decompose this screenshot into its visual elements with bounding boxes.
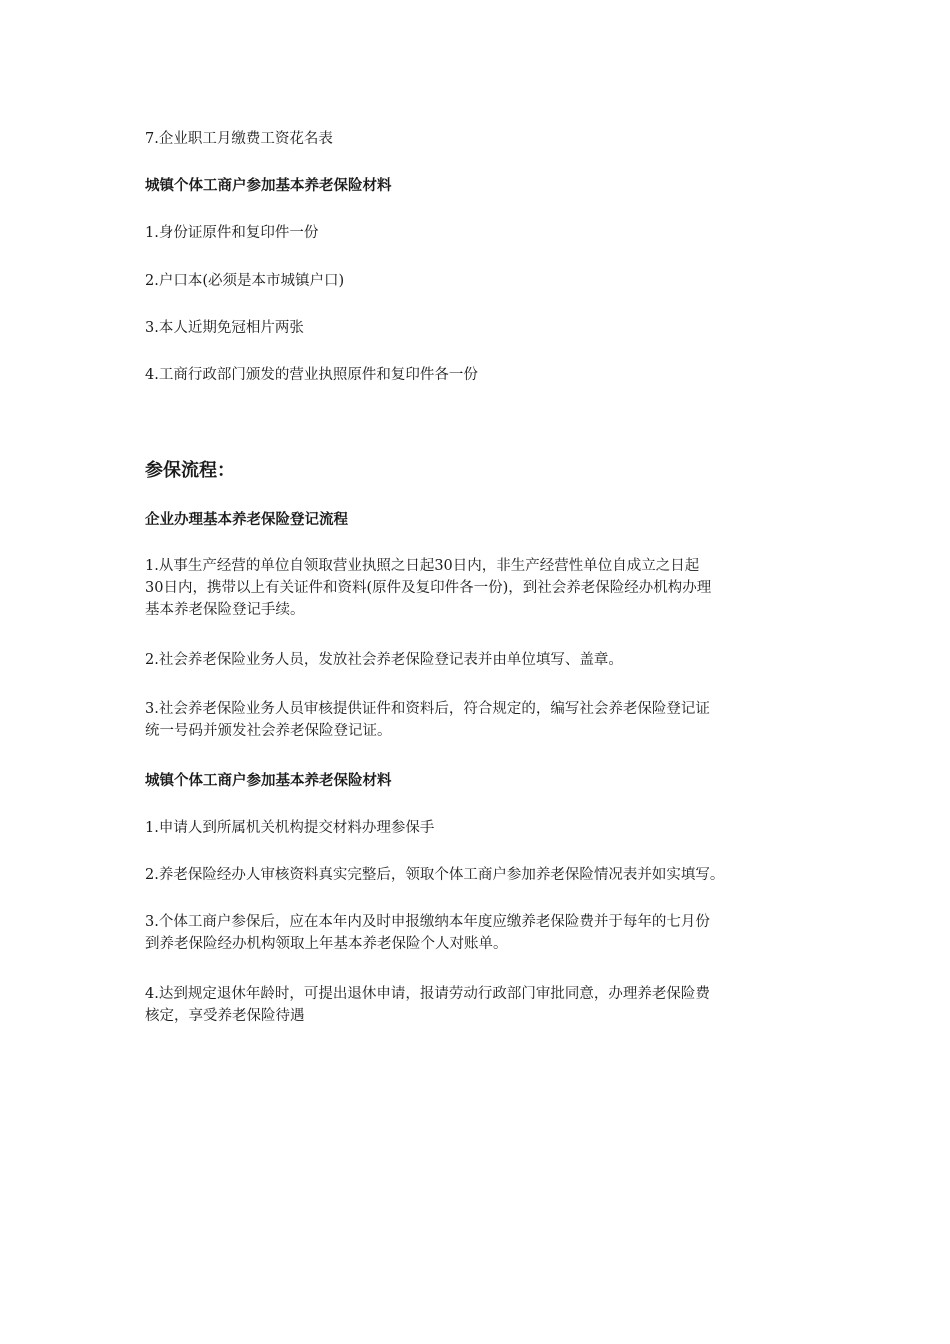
- enterprise-step-1: 1.从事生产经营的单位自领取营业执照之日起30日内，非生产经营性单位自成立之日起 30日内，携带以上有关证件和资料(原件及复印件各一份)，到社会养老保险经办机构办理 基本养老保险登记手续。: [145, 558, 712, 618]
- individual-step-3: 3.个体工商户参保后，应在本年内及时申报缴纳本年度应缴养老保险费并于每年的七月份 到养老保险经办机构领取上年基本养老保险个人对账单。: [145, 914, 710, 952]
- enterprise-step-3: 3.社会养老保险业务人员审核提供证件和资料后，符合规定的，编写社会养老保险登记证 统一号码并颁发社会养老保险登记证。: [145, 701, 710, 739]
- enterprise-step-2: 2.社会养老保险业务人员，发放社会养老保险登记表并由单位填写、盖章。: [145, 652, 623, 668]
- individual-material-item-1: 1.身份证原件和复印件一份: [145, 225, 319, 241]
- process-heading: 参保流程：: [145, 460, 235, 481]
- individual-material-item-4: 4.工商行政部门颁发的营业执照原件和复印件各一份: [145, 367, 478, 383]
- individual-step-1: 1.申请人到所属机关机构提交材料办理参保手: [145, 820, 435, 836]
- enterprise-process-subheading: 企业办理基本养老保险登记流程: [145, 512, 348, 528]
- individual-material-item-3: 3.本人近期免冠相片两张: [145, 320, 304, 336]
- material-item-7: 7.企业职工月缴费工资花名表: [145, 131, 333, 147]
- individual-step-2: 2.养老保险经办人审核资料真实完整后，领取个体工商户参加养老保险情况表并如实填写。: [145, 867, 725, 883]
- individual-step-4: 4.达到规定退休年龄时，可提出退休申请，报请劳动行政部门审批同意，办理养老保险费 核定，享受养老保险待遇: [145, 986, 710, 1024]
- individual-material-item-2: 2.户口本(必须是本市城镇户口): [145, 273, 345, 289]
- individual-process-subheading: 城镇个体工商户参加基本养老保险材料: [145, 773, 392, 789]
- individual-materials-subheading: 城镇个体工商户参加基本养老保险材料: [145, 178, 392, 194]
